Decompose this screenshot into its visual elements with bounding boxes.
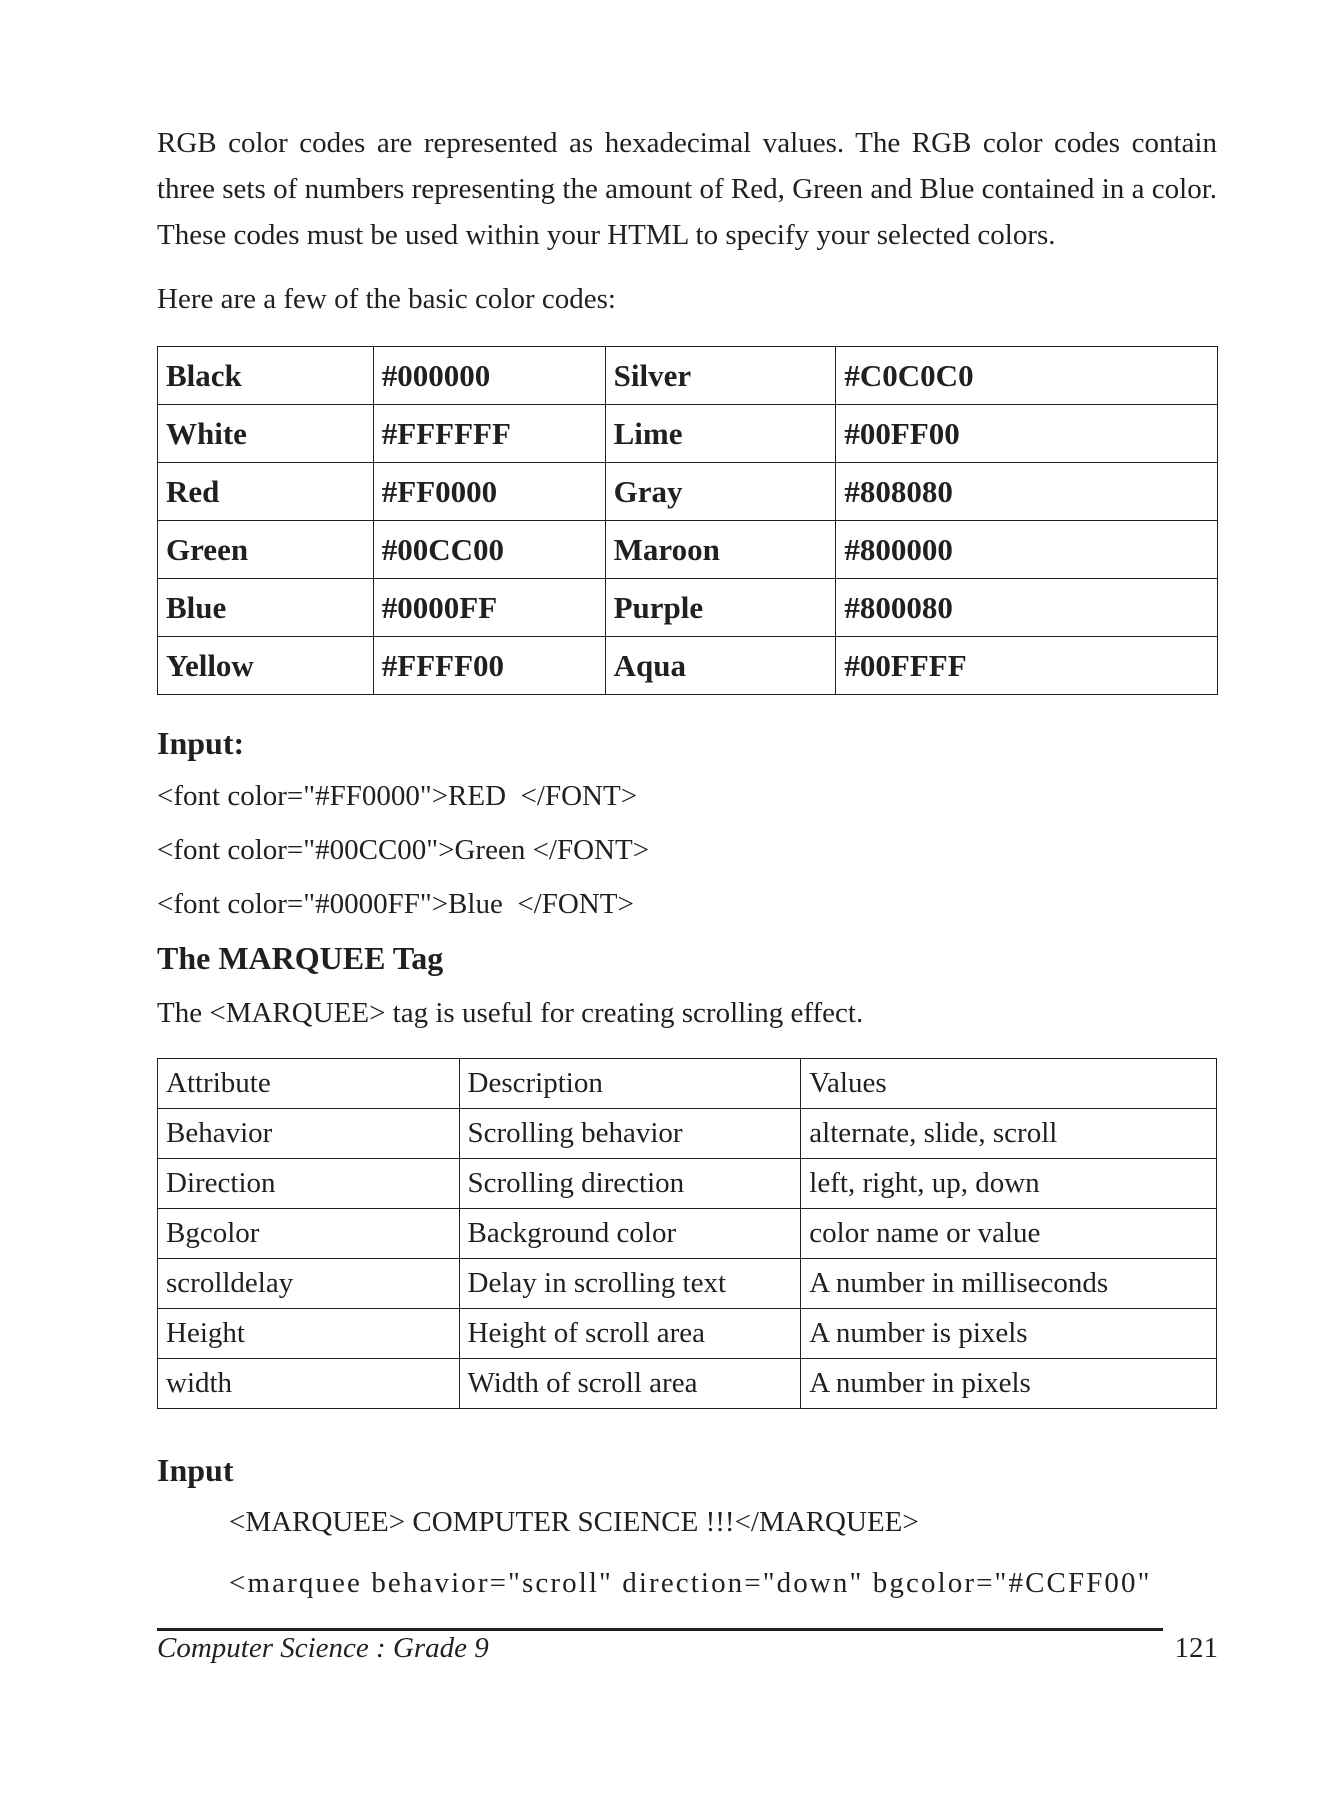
color-codes-table: [157, 346, 1218, 695]
color-name-cell: Gray: [605, 463, 836, 521]
values-cell: A number in milliseconds: [801, 1259, 1217, 1309]
marquee-section-heading: The MARQUEE Tag: [157, 940, 444, 976]
attribute-cell: Behavior: [158, 1109, 460, 1159]
attribute-cell: scrolldelay: [158, 1259, 460, 1309]
color-code-cell: #800000: [836, 521, 1218, 579]
table-row: [158, 1109, 1217, 1159]
color-code-cell: #FF0000: [373, 463, 605, 521]
values-cell: left, right, up, down: [801, 1159, 1217, 1209]
color-code-cell: #00FF00: [836, 405, 1218, 463]
marquee-description: The <MARQUEE> tag is useful for creating scrolling effect.: [157, 997, 864, 1029]
color-name-cell: Aqua: [605, 637, 836, 695]
color-codes-lead: Here are a few of the basic color codes:: [157, 283, 616, 315]
values-cell: alternate, slide, scroll: [801, 1109, 1217, 1159]
table-row: [158, 1309, 1217, 1359]
table-row: [158, 521, 1218, 579]
input-heading: Input: [157, 1452, 234, 1488]
table-row: [158, 347, 1218, 405]
description-cell: Scrolling direction: [459, 1159, 801, 1209]
color-code-cell: #C0C0C0: [836, 347, 1218, 405]
column-header: Attribute: [158, 1059, 460, 1109]
table-row: [158, 1209, 1217, 1259]
color-name-cell: Yellow: [158, 637, 374, 695]
color-name-cell: Blue: [158, 579, 374, 637]
attribute-cell: Bgcolor: [158, 1209, 460, 1259]
color-name-cell: Red: [158, 463, 374, 521]
footer-divider: [157, 1628, 1163, 1631]
values-cell: A number in pixels: [801, 1359, 1217, 1409]
color-name-cell: Lime: [605, 405, 836, 463]
font-example-line: <font color="#FF0000">RED </FONT>: [157, 780, 638, 812]
table-header-row: [158, 1059, 1217, 1109]
color-code-cell: #0000FF: [373, 579, 605, 637]
description-cell: Height of scroll area: [459, 1309, 801, 1359]
description-cell: Scrolling behavior: [459, 1109, 801, 1159]
attribute-cell: Direction: [158, 1159, 460, 1209]
color-name-cell: Green: [158, 521, 374, 579]
color-code-cell: #FFFF00: [373, 637, 605, 695]
page-number: 121: [1174, 1632, 1218, 1664]
table-row: [158, 1159, 1217, 1209]
description-cell: Width of scroll area: [459, 1359, 801, 1409]
intro-paragraph: RGB color codes are represented as hexadecimal values. The RGB color codes contain three sets of numbers representing the amount of Red, Green and Blue contained in a color. These codes must be used within your HTML to specify your selected colors.: [157, 127, 1217, 251]
description-cell: Background color: [459, 1209, 801, 1259]
column-header: Values: [801, 1059, 1217, 1109]
table-row: [158, 1359, 1217, 1409]
attribute-cell: width: [158, 1359, 460, 1409]
input-heading: Input:: [157, 725, 245, 761]
font-example-line: <font color="#00CC00">Green </FONT>: [157, 834, 650, 866]
color-code-cell: #000000: [373, 347, 605, 405]
footer-book-title: Computer Science : Grade 9: [157, 1632, 489, 1664]
table-row: [158, 1259, 1217, 1309]
description-cell: Delay in scrolling text: [459, 1259, 801, 1309]
color-name-cell: White: [158, 405, 374, 463]
table-row: [158, 579, 1218, 637]
font-example-line: <font color="#0000FF">Blue </FONT>: [157, 888, 634, 920]
values-cell: color name or value: [801, 1209, 1217, 1259]
marquee-example-line: <marquee behavior="scroll" direction="down" bgcolor="#CCFF00": [229, 1567, 1152, 1599]
color-code-cell: #00FFFF: [836, 637, 1218, 695]
color-code-cell: #00CC00: [373, 521, 605, 579]
table-row: [158, 405, 1218, 463]
color-code-cell: #808080: [836, 463, 1218, 521]
table-row: [158, 463, 1218, 521]
color-name-cell: Maroon: [605, 521, 836, 579]
color-code-cell: #FFFFFF: [373, 405, 605, 463]
color-code-cell: #800080: [836, 579, 1218, 637]
color-name-cell: Purple: [605, 579, 836, 637]
column-header: Description: [459, 1059, 801, 1109]
color-name-cell: Silver: [605, 347, 836, 405]
table-row: [158, 637, 1218, 695]
marquee-example-line: <MARQUEE> COMPUTER SCIENCE !!!</MARQUEE>: [229, 1506, 919, 1538]
color-name-cell: Black: [158, 347, 374, 405]
attribute-cell: Height: [158, 1309, 460, 1359]
marquee-attributes-table: [157, 1058, 1217, 1409]
values-cell: A number is pixels: [801, 1309, 1217, 1359]
